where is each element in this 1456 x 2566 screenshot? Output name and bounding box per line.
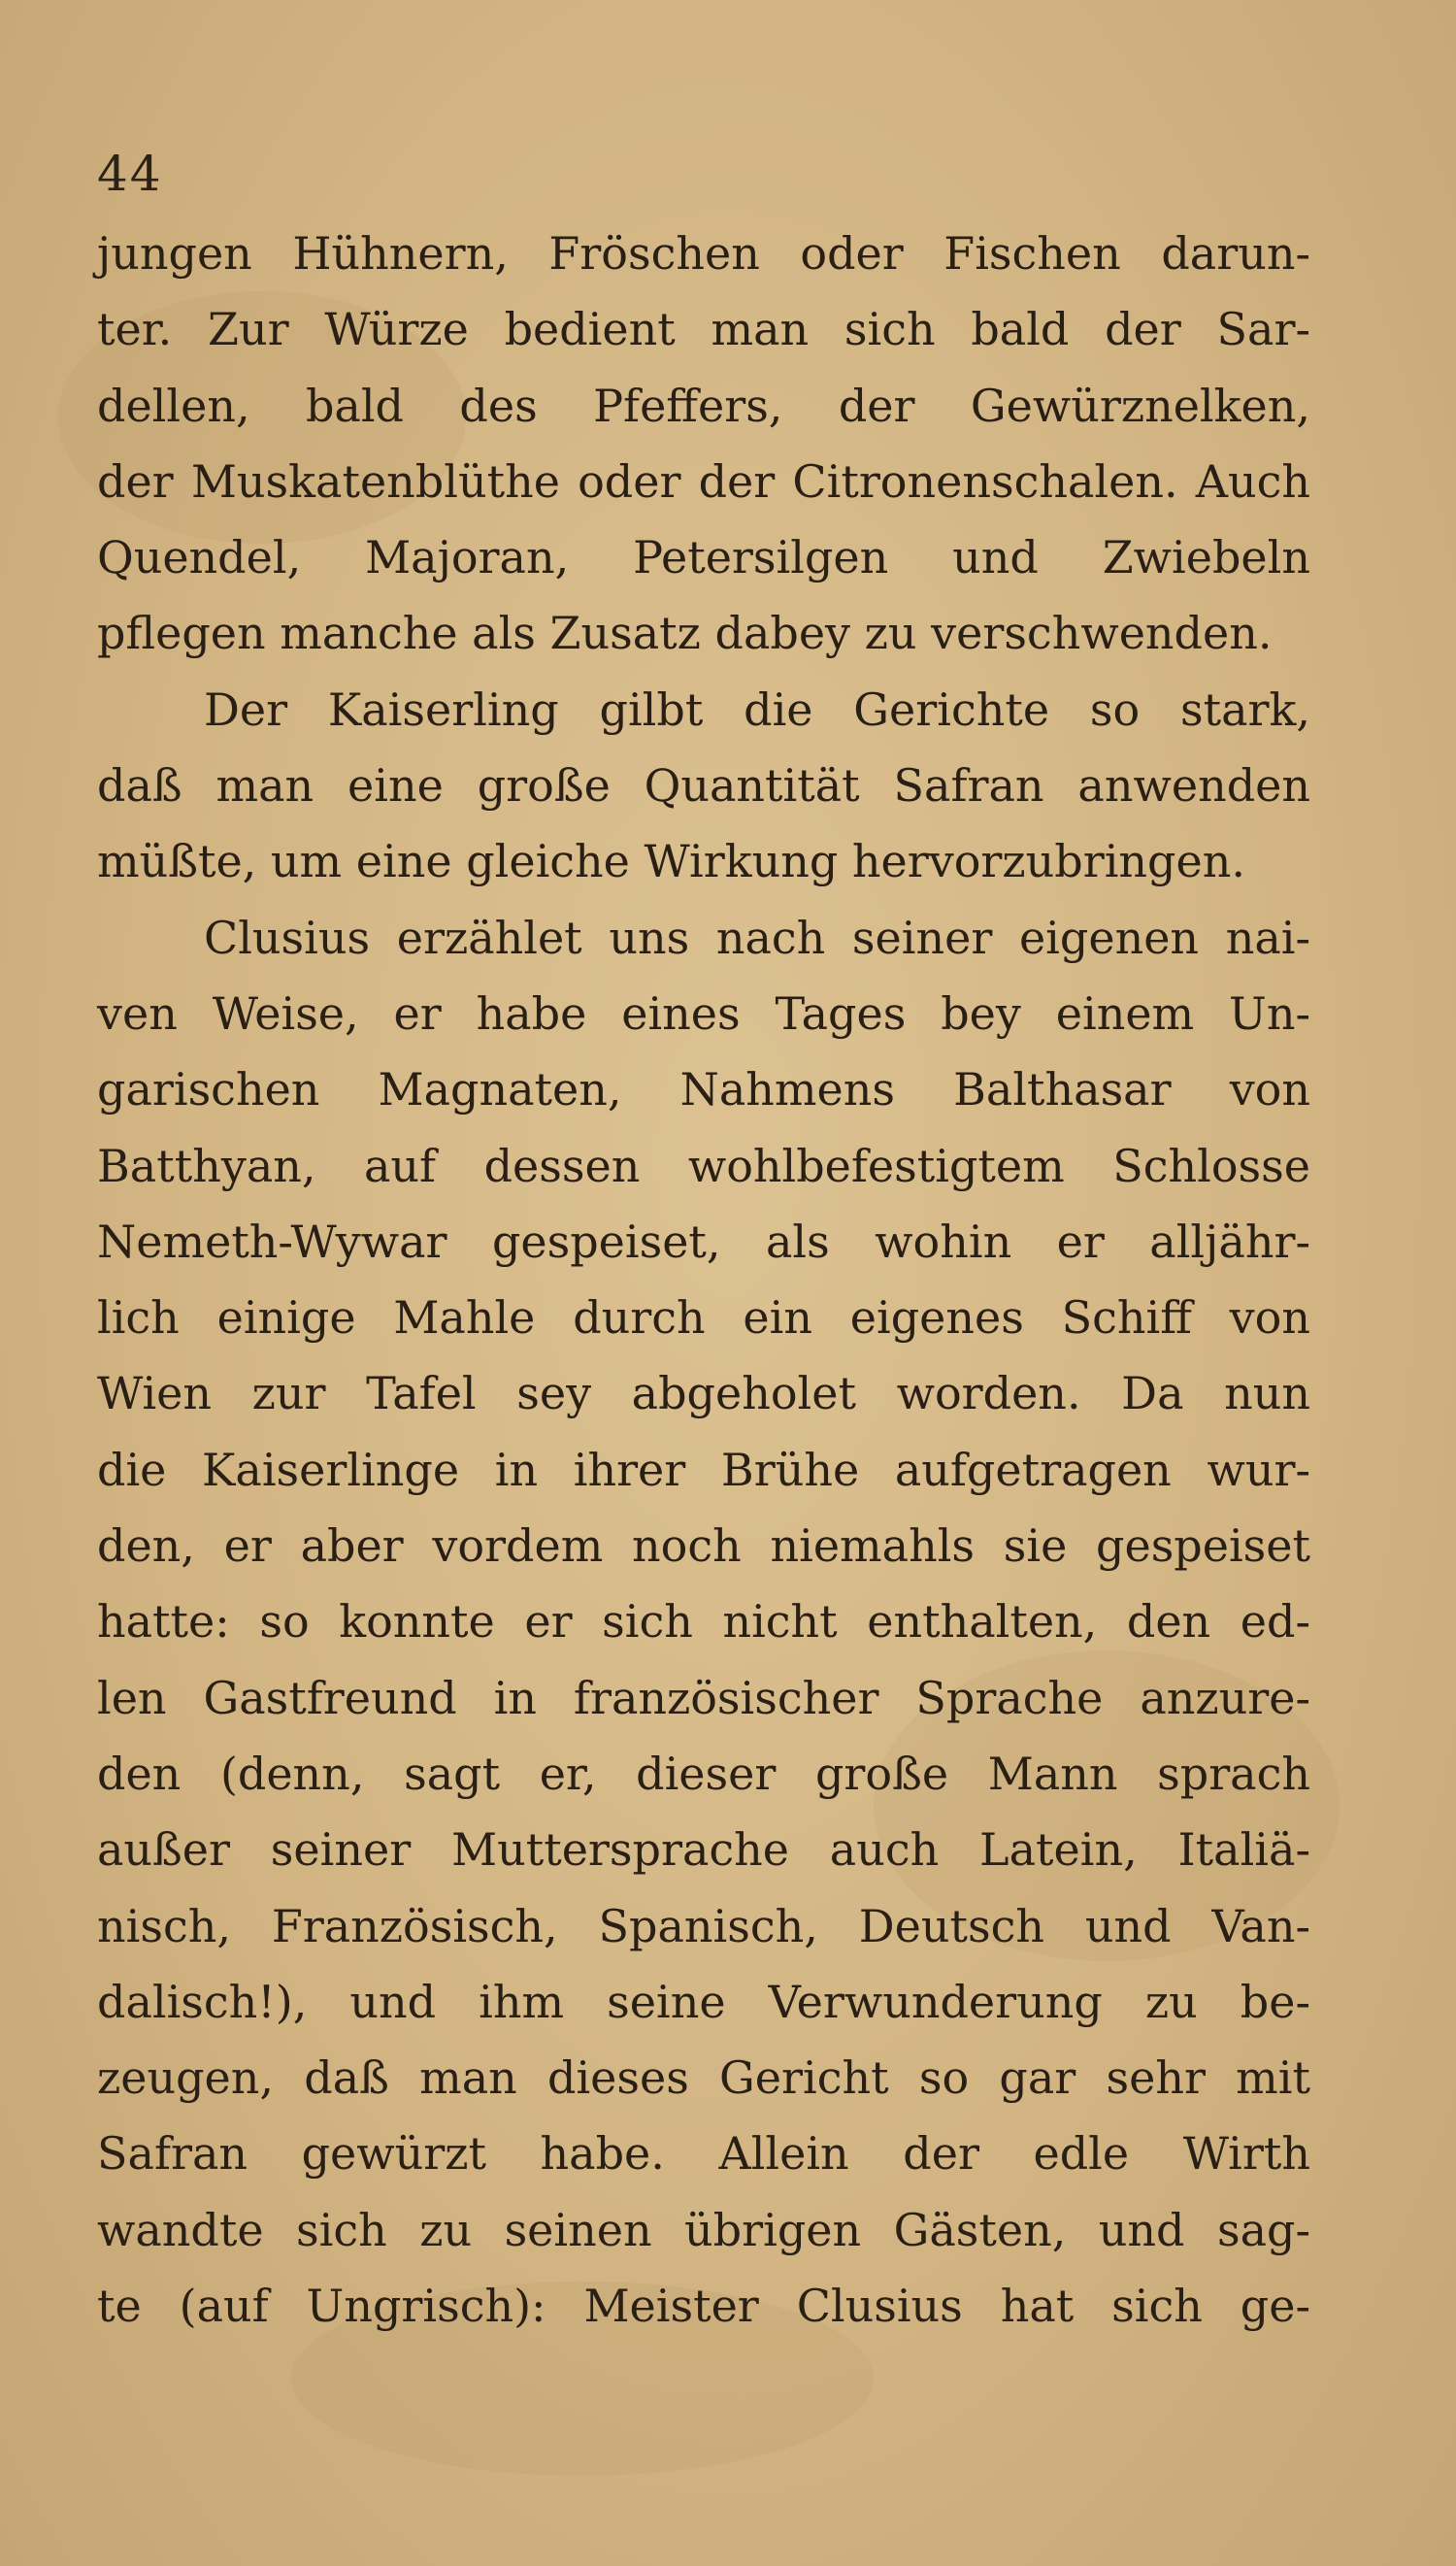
text-line: nisch, Französisch, Spanisch, Deutsch und Van- — [97, 1899, 1310, 1952]
text-line: zeugen, daß man dieses Gericht so gar sehr mit — [97, 2051, 1310, 2105]
text-line: lich einige Mahle durch ein eigenes Schiff von — [97, 1291, 1310, 1345]
text-line: Quendel, Majoran, Petersilgen und Zwiebeln — [97, 531, 1310, 584]
text-line: Wien zur Tafel sey abgeholet worden. Da nun — [97, 1367, 1310, 1420]
text-line: te (auf Ungrisch): Meister Clusius hat sich ge- — [97, 2280, 1310, 2333]
text-line: außer seiner Muttersprache auch Latein, Italiä- — [97, 1823, 1310, 1877]
text-line: den, er aber vordem noch niemahls sie gespeiset — [97, 1519, 1310, 1573]
text-line: pflegen manche als Zusatz dabey zu verschwenden. — [97, 607, 1273, 660]
text-line: jungen Hühnern, Fröschen oder Fischen darun- — [97, 227, 1310, 280]
page-number: 44 — [97, 146, 163, 202]
text-line: daß man eine große Quantität Safran anwenden — [97, 759, 1310, 813]
text-line: müßte, um eine gleiche Wirkung hervorzubringen. — [97, 835, 1245, 888]
text-line: Safran gewürzt habe. Allein der edle Wirth — [97, 2127, 1310, 2181]
text-line: hatte: so konnte er sich nicht enthalten, den ed- — [97, 1595, 1310, 1649]
text-line: ven Weise, er habe eines Tages bey einem Un- — [97, 986, 1310, 1040]
text-line: Clusius erzählet uns nach seiner eigenen nai- — [204, 911, 1310, 964]
text-line: der Muskatenblüthe oder der Citronenschalen. Auch — [97, 454, 1310, 508]
text-line: wandte sich zu seinen übrigen Gästen, und sag- — [97, 2203, 1310, 2256]
text-line: Nemeth-Wywar gespeiset, als wohin er alljähr- — [97, 1215, 1310, 1268]
body-text — [97, 216, 1310, 2344]
text-line: dellen, bald des Pfeffers, der Gewürznelken, — [97, 379, 1310, 432]
text-line: dalisch!), und ihm seine Verwunderung zu be- — [97, 1975, 1310, 2028]
text-line: die Kaiserlinge in ihrer Brühe aufgetragen wur- — [97, 1443, 1310, 1496]
text-line: ter. Zur Würze bedient man sich bald der Sar- — [97, 303, 1310, 356]
text-line: len Gastfreund in französischer Sprache anzure- — [97, 1671, 1310, 1724]
text-line: Der Kaiserling gilbt die Gerichte so stark, — [204, 683, 1310, 736]
text-line: Batthyan, auf dessen wohlbefestigtem Schlosse — [97, 1139, 1310, 1192]
text-line: garischen Magnaten, Nahmens Balthasar von — [97, 1063, 1310, 1116]
text-line: den (denn, sagt er, dieser große Mann sprach — [97, 1747, 1310, 1800]
